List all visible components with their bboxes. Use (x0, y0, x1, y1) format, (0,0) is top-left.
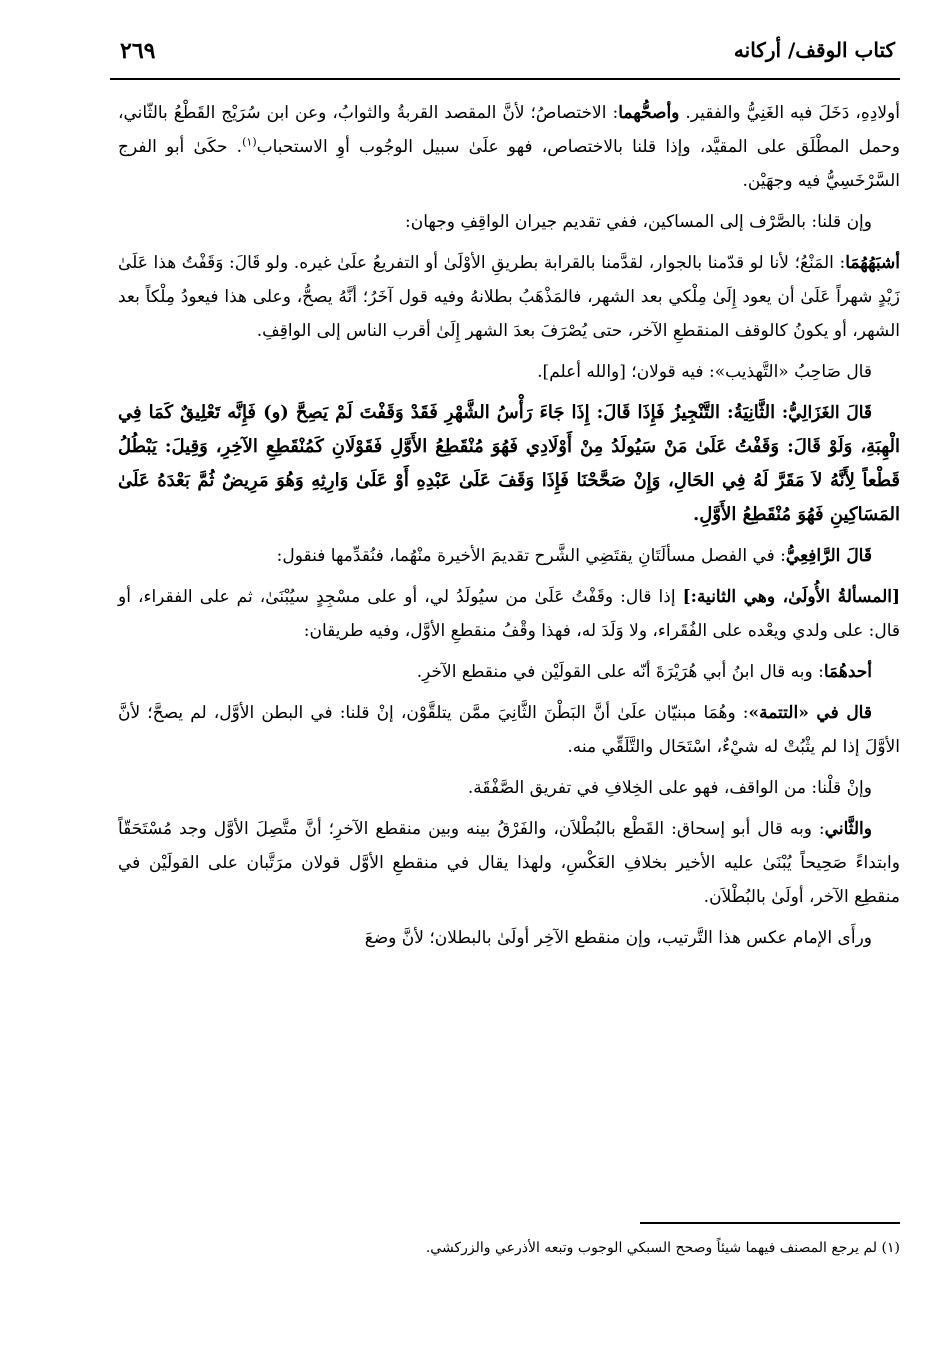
paragraph-text: ورأَى الإمام عكس هذا التَّرتيب، وإن منقطع الآخِر أولَىٰ بالبطلان؛ لأنَّ وضعَ (364, 928, 872, 948)
paragraph (118, 205, 900, 239)
paragraph (118, 812, 900, 914)
bold-lead-text: قَالَ الرَّافِعِيُّ (785, 546, 872, 566)
paragraph (118, 355, 900, 389)
paragraph (118, 921, 900, 955)
paragraph-text: : في الفصل مسألَتَانِ يقتَضِي الشَّرح تقديمَ الأخيرة منْهُما، فنُقدِّمها فنقول: (276, 546, 786, 566)
paragraph-text: وإن قلنا: بالصَّرْف إلى المساكين، ففي تقديم جيران الواقِفِ وجهان: (405, 212, 872, 232)
paragraph-text: قال صَاحِبُ «التَّهذيب»: فيه قولان؛ [والله أعلم]. (537, 362, 872, 382)
paragraph-text: إذا قال: وقَفْتُ عَلَىٰ من سيُولَدُ لي، أو على مسْجِدٍ سيُبْنَىٰ، ثم على الفقراء، أو قال: على ولدي ويعْده على الفُقَراء، ولا وَلَدَ له، فهذا وقْفُ منقطعِ الأوَّل، وفيه طريقان: (118, 587, 900, 641)
bold-lead-text: قَالَ الغَزَالِيُّ: (775, 403, 872, 423)
paragraph (118, 771, 900, 805)
paragraph-text: أولادِهِ، دَخَلَ فيه الغَنِيُّ والفقير. (679, 103, 900, 123)
paragraph (118, 655, 900, 689)
paragraph (118, 396, 900, 532)
paragraph-text: . حكَىٰ أبو الفرج السَّرْخَسِيُّ فيه وجهَيْن. (118, 137, 900, 191)
bold-lead-text: وأصحُّهما (618, 103, 680, 123)
page-number: ٢٦٩ (120, 38, 156, 64)
running-title: كتاب الوقف/ أركانه (733, 38, 895, 62)
paragraph-text: : الاختصاصُ؛ لأنَّ المقصد القربةُ والثوابُ، وعن ابن سُرَيْج القَطْعُ بالثّاني، وحمل المطْلَق على المقيَّد، وإذا قلنا بالاختصاص، فهو علَىٰ سبيل الوجُوب أوِ الاستحباب (118, 103, 900, 157)
footnote-marker: (١) (242, 135, 257, 149)
paragraph (118, 539, 900, 573)
footnote: (١) لم يرجع المصنف فيهما شيئاً وصحح السبكي الوجوب وتبعه الأذرعي والزركشي. (425, 1240, 900, 1256)
paragraph-text: : وهُمَا مبنيّان علَىٰ أنَّ البَطْنَ الثَّانِيَ ممَّن يتلقَّوْن، إنْ قلنا: في البطن الأوَّل، لم يصحَّ؛ لأنَّ الأوَّلَ إذا لم يثْبُتْ له شيْءٌ، اسْتَحَال والتَّلَقِّي منه. (118, 703, 900, 757)
paragraph-text: الثَّانِيَةُ: التَّنْجِيزُ فَإِذَا قَالَ: إِذَا جَاءَ رَأْسُ الشَّهْرِ فَقَدْ وَقَفْتَ لَمْ يَصِحَّ (و) فَإِنَّه تَعْلِيقٌ كَمَا فِي الْهِبَةِ، وَلَوْ قَالَ: وَقَفْتُ عَلَىٰ مَنْ سَيُولَدُ مِنْ أَوْلَادِي فَهُوَ مُنْقَطِعُ الأَوَّلِ فَقَوْلَانِ كَمُنْقَطِعِ الآخِرِ، وَقِيلَ: يَبْطُلُ قَطْعاً لِأَنَّهُ لاَ مَقَرَّ لَهُ فِي الحَالِ، وَإِنْ صَحَّحْنَا فَإِذَا وَقَفَ عَلَىٰ عَبْدِهِ أَوْ عَلَىٰ وَارِثِهِ وَهُوَ مَرِيضٌ ثُمَّ بَعْدَهُ عَلَىٰ المَسَاكِينِ فَهُوَ مُنْقَطِعُ الأَوَّلِ. (118, 402, 900, 525)
paragraph (118, 696, 900, 764)
footnote-rule (640, 1222, 900, 1224)
bold-lead-text: [المسألةُ الأُولَىٰ، وهي الثانية:] (682, 587, 901, 607)
paragraph-text: : المَنْعُ؛ لأنا لو قدّمنا بالجوار، لقدَّمنا بالقرابة بطريقِ الأوْلَىٰ أو التفريعُ علَىٰ غيره. ولو قَالَ: وَقَفْتُ هذا عَلَىٰ زَيْدٍ شهراً عَلَىٰ أن يعود إِلَىٰ مِلْكي بعد الشهر، فالمَذْهَبُ بطلانهُ وفيه قول آخَرُ؛ أنَّهُ يصحُّ، وعلى هذا فيعودُ مِلْكاً بعد الشهر، أو يكونُ كالوقف المنقطعِ الآخر، حتى يُصْرَفَ بعدَ الشهر إِلَىٰ أقرب الناس إلى الواقِفِ. (118, 253, 900, 341)
body-text (118, 96, 900, 962)
paragraph-text: : وبه قال أبو إسحاق: القَطْع بالبُطْلاَن، والفَرْقُ بينه وبين منقطع الآخرِ؛ أنَّ متَّصِلَ الأوَّل وجد مُسْتَحَقّاً وابتداءً صَحِيحاً يُبْنَىٰ عليه الأخير بخلافِ العَكْسِ، ولهذا يقال في منقطعِ الأوَّل قولان مرَتَّبان على القولَيْن في منقطِع الآخر، أولَىٰ بالبُطْلاَن. (118, 819, 900, 907)
paragraph-text: : وبه قال ابنُ أبي هُرَيْرَةَ أنّه على القولَيْن في منقطع الآخرِ. (416, 662, 824, 682)
bold-lead-text: والثَّاني (824, 819, 872, 839)
bold-lead-text: أشبَهُهُمَا (845, 253, 900, 273)
bold-lead-text: أحدهُمَا (823, 662, 872, 682)
page-header (120, 38, 895, 78)
paragraph-text: وإنْ قلْنا: من الواقف، فهو على الخِلافِ في تفريق الصَّفْقَة. (467, 778, 872, 798)
paragraph (118, 246, 900, 348)
paragraph (118, 96, 900, 198)
footnotes (118, 1236, 900, 1260)
header-rule (110, 78, 900, 80)
paragraph (118, 580, 900, 648)
bold-lead-text: قال في «التتمة» (748, 703, 872, 723)
